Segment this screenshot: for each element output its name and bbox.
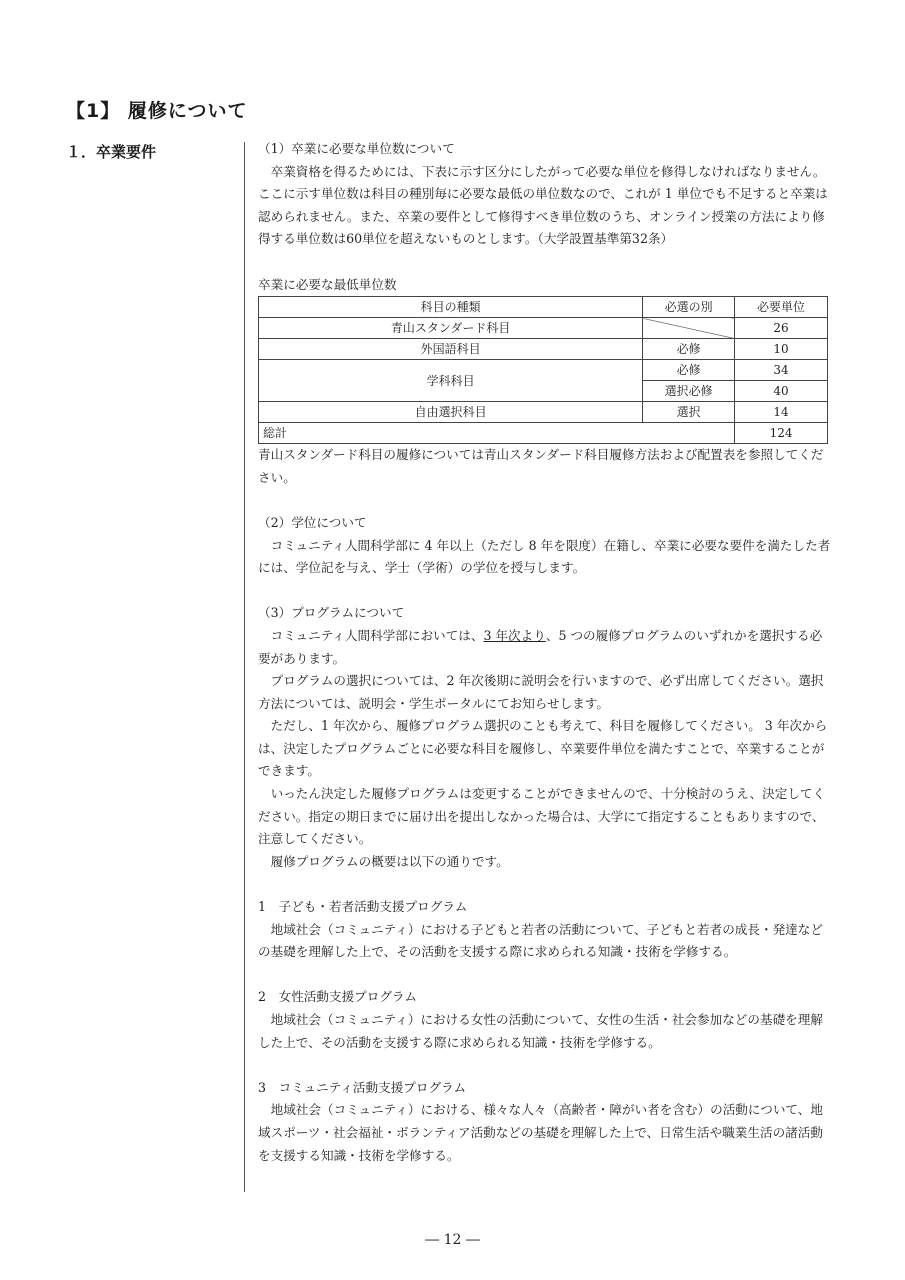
row-kind-empty: [643, 318, 735, 339]
vertical-divider: [244, 142, 245, 1192]
row-type: 青山スタンダード科目: [259, 318, 643, 339]
program-title: 2 女性活動支援プログラム: [258, 989, 418, 1005]
s1-note: 青山スタンダード科目の履修については青山スタンダード科目履修方法および配置表を参照してください。: [258, 447, 824, 485]
s2-title: （2）学位について: [258, 514, 367, 530]
table-caption: 卒業に必要な最低単位数: [258, 276, 397, 292]
s1-title: （1）卒業に必要な単位数について: [258, 141, 455, 156]
row-kind: 必修: [643, 339, 735, 360]
s3-p1-underlined: 3 年次より: [483, 627, 546, 643]
program-body: 地域社会（コミュニティ）における、様々な人々（高齢者・障がい者を含む）の活動について、地域スポーツ・社会福祉・ボランティア活動などの基礎を理解した上で、日常生活や職業生活の諸活動を支援する知識・技術を学修する。: [258, 1102, 823, 1163]
program-title: 3 コミュニティ活動支援プログラム: [258, 1079, 467, 1095]
header-type: 科目の種類: [259, 297, 643, 318]
s3-p3: ただし、1 年次から、履修プログラム選択のことも考えて、科目を履修してください。 3 年次からは、決定したプログラムごとに必要な科目を履修し、卒業要件単位を満たすことで、卒業することができます。: [258, 718, 828, 779]
s3-p5: 履修プログラムの概要は以下の通りです。: [270, 853, 509, 869]
program-body: 地域社会（コミュニティ）における子どもと若者の活動について、子どもと若者の成長・発達などの基礎を理解した上で、その活動を支援する際に求められる知識・技術を学修する。: [258, 921, 823, 960]
row-units: 10: [735, 339, 828, 360]
s3-p1-b: 、5 つの履修プログラムのいずれかを選択する必要があります。: [258, 627, 823, 666]
s3-p4: いったん決定した履修プログラムは変更することができませんので、十分検討のうえ、決定してください。指定の期日までに届け出を提出しなかった場合は、大学にて指定することもありますので、注意してください。: [258, 786, 826, 847]
row-units: 26: [735, 318, 828, 339]
total-units: 124: [735, 423, 828, 444]
table-header-row: [259, 297, 828, 318]
table-row: [259, 339, 828, 360]
table-total-row: [259, 423, 828, 444]
row-type: 外国語科目: [259, 339, 643, 360]
section-label: １．卒業要件: [66, 143, 157, 161]
row-kind: 選択必修: [643, 381, 735, 402]
header-units: 必要単位: [735, 297, 828, 318]
row-type: 学科科目: [259, 360, 643, 402]
row-units: 34: [735, 360, 828, 381]
row-kind: 選択: [643, 402, 735, 423]
content-column: [258, 138, 832, 1167]
s3-title: （3）プログラムについて: [258, 605, 405, 621]
table-row: [259, 402, 828, 423]
s2-body: コミュニティ人間科学部に 4 年以上（ただし 8 年を限度）在籍し、卒業に必要な要件を満たした者には、学位記を与え、学士（学術）の学位を授与します。: [258, 537, 831, 576]
page-heading: 【1】 履修について: [66, 100, 248, 122]
s3-p2: プログラムの選択については、2 年次後期に説明会を行いますので、必ず出席してください。選択方法については、説明会・学生ポータルにてお知らせします。: [258, 673, 824, 711]
program-title: 1 子ども・若者活動支援プログラム: [258, 899, 468, 915]
requirements-table: [258, 296, 828, 444]
row-type: 自由選択科目: [259, 402, 643, 423]
s3-p1-a: コミュニティ人間科学部においては、: [270, 627, 484, 643]
row-units: 14: [735, 402, 828, 423]
program-body: 地域社会（コミュニティ）における女性の活動について、女性の生活・社会参加などの基礎を理解した上で、その活動を支援する際に求められる知識・技術を学修する。: [258, 1012, 823, 1050]
page-number: ― 12 ―: [425, 1232, 480, 1248]
total-label: 総計: [259, 423, 735, 444]
row-units: 40: [735, 381, 828, 402]
s3-p1: [258, 625, 832, 670]
table-row: [259, 360, 828, 381]
s1-body: 卒業資格を得るためには、下表に示す区分にしたがって必要な単位を修得しなければなりません。ここに示す単位数は科目の種別毎に必要な最低の単位数なので、これが 1 単位でも不足すると卒業は認められません。また、卒業の要件として修得すべき単位数のうち、オンライン授業の方法により修得する単位数は60単位を超えないものとします。（大学設置基準第32条）: [258, 163, 828, 247]
header-kind: 必選の別: [643, 297, 735, 318]
row-kind: 必修: [643, 360, 735, 381]
table-row: [259, 318, 828, 339]
